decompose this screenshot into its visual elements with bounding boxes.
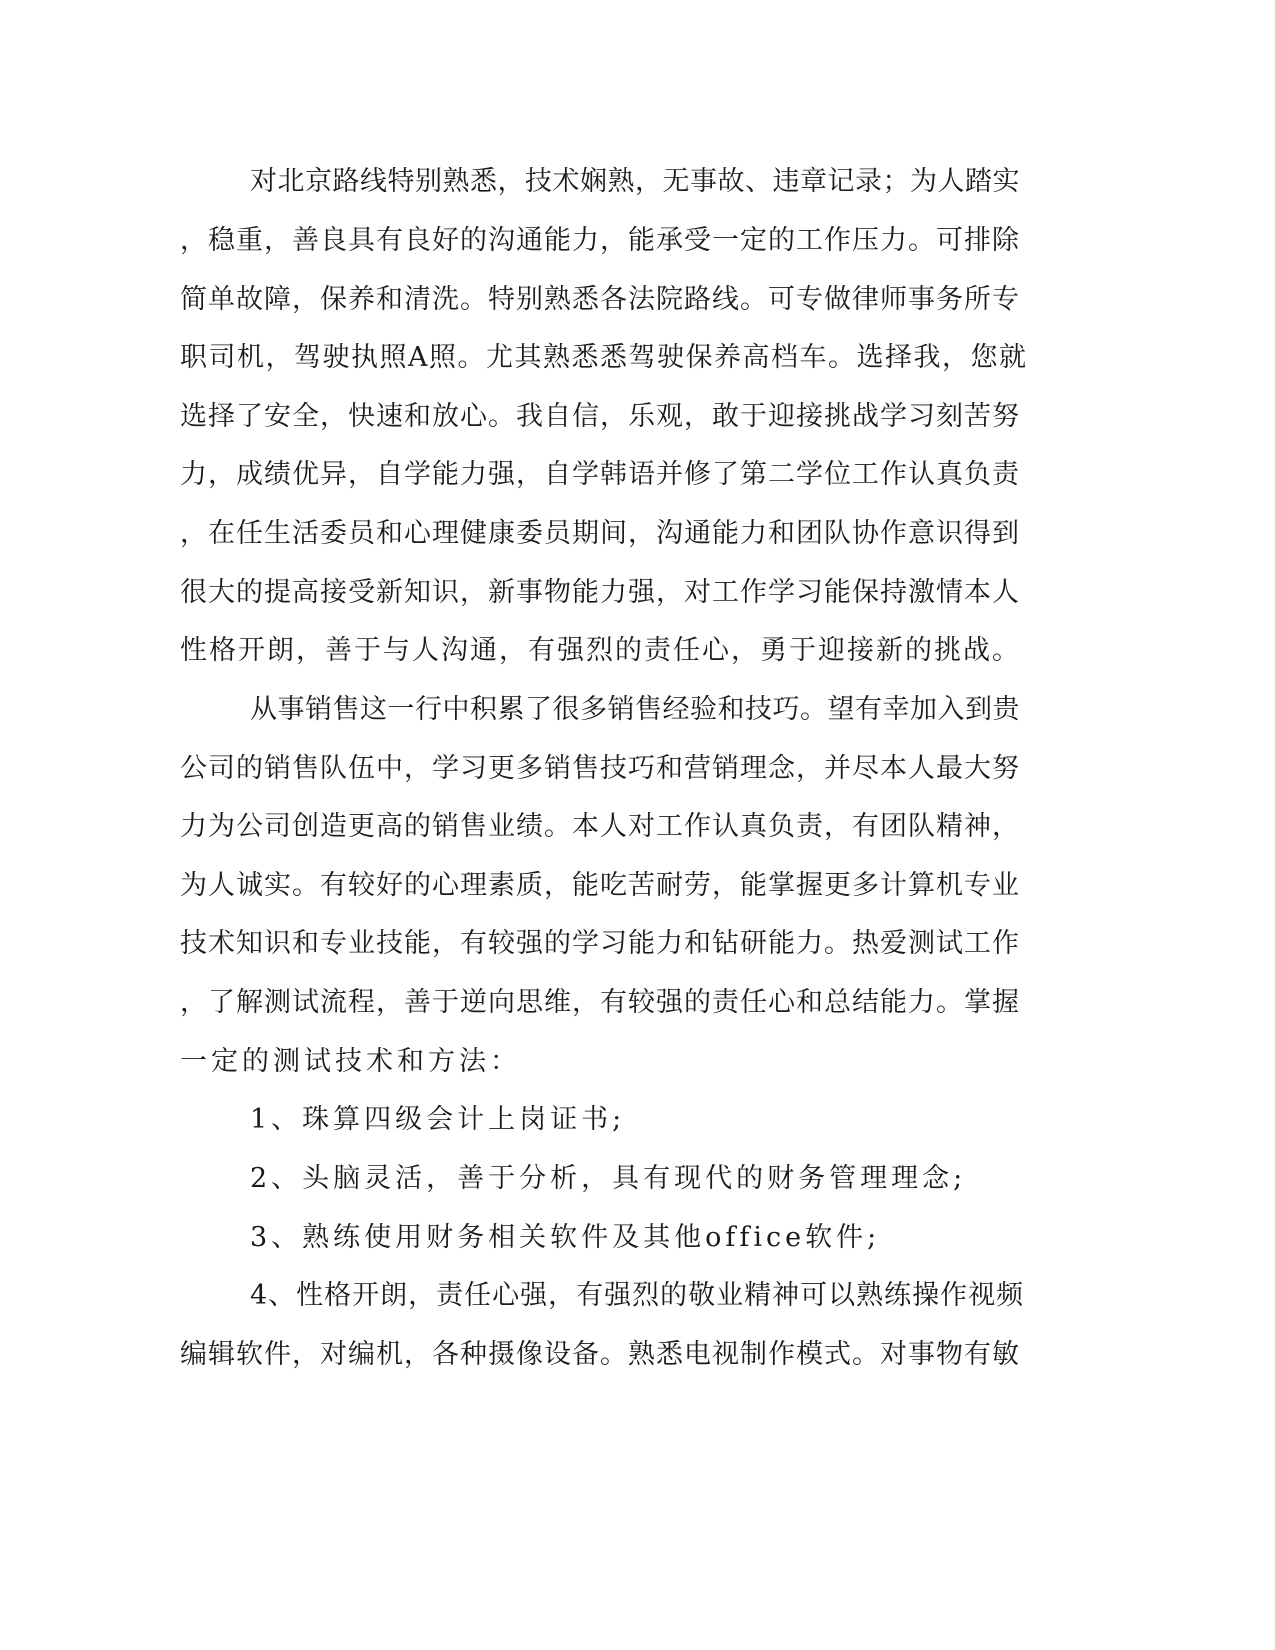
paragraph-2-line-6: ，了解测试流程，善于逆向思维，有较强的责任心和总结能力。掌握 <box>180 987 1020 1018</box>
paragraph-2-line-5: 技术知识和专业技能，有较强的学习能力和钻研能力。热爱测试工作 <box>180 928 1020 959</box>
paragraph-1-line-3: 简单故障，保养和清洗。特别熟悉各法院路线。可专做律师事务所专 <box>180 284 1020 315</box>
paragraph-2-line-2: 公司的销售队伍中，学习更多销售技巧和营销理念，并尽本人最大努 <box>180 753 1020 784</box>
list-item-4-line-2: 编辑软件，对编机，各种摄像设备。熟悉电视制作模式。对事物有敏 <box>180 1339 1020 1370</box>
paragraph-2-line-7: 一定的测试技术和方法： <box>180 1046 521 1077</box>
paragraph-1-line-7: ，在任生活委员和心理健康委员期间，沟通能力和团队协作意识得到 <box>180 518 1020 549</box>
list-item-2: 2、头脑灵活，善于分析，具有现代的财务管理理念; <box>250 1163 967 1194</box>
paragraph-1-line-4: 职司机，驾驶执照A照。尤其熟悉悉驾驶保养高档车。选择我，您就 <box>180 342 1028 373</box>
paragraph-2-line-3: 力为公司创造更高的销售业绩。本人对工作认真负责，有团队精神， <box>180 811 1020 842</box>
paragraph-1-line-1: 对北京路线特别熟悉，技术娴熟，无事故、违章记录；为人踏实 <box>250 166 1020 197</box>
list-item-4-line-1: 4、性格开朗，责任心强，有强烈的敬业精神可以熟练操作视频 <box>250 1280 1025 1311</box>
paragraph-2-line-1: 从事销售这一行中积累了很多销售经验和技巧。望有幸加入到贵 <box>250 694 1020 725</box>
paragraph-1-line-2: ，稳重，善良具有良好的沟通能力，能承受一定的工作压力。可排除 <box>180 225 1020 256</box>
paragraph-1-line-9: 性格开朗，善于与人沟通，有强烈的责任心，勇于迎接新的挑战。 <box>180 635 1021 666</box>
paragraph-1-line-5: 选择了安全，快速和放心。我自信，乐观，敢于迎接挑战学习刻苦努 <box>180 401 1020 432</box>
paragraph-1-line-6: 力，成绩优异，自学能力强，自学韩语并修了第二学位工作认真负责 <box>180 459 1020 490</box>
paragraph-2-line-4: 为人诚实。有较好的心理素质，能吃苦耐劳，能掌握更多计算机专业 <box>180 870 1020 901</box>
list-item-3: 3、熟练使用财务相关软件及其他office软件; <box>250 1222 881 1253</box>
paragraph-1-line-8: 很大的提高接受新知识，新事物能力强，对工作学习能保持激情本人 <box>180 577 1020 608</box>
list-item-1: 1、珠算四级会计上岗证书; <box>250 1104 626 1135</box>
